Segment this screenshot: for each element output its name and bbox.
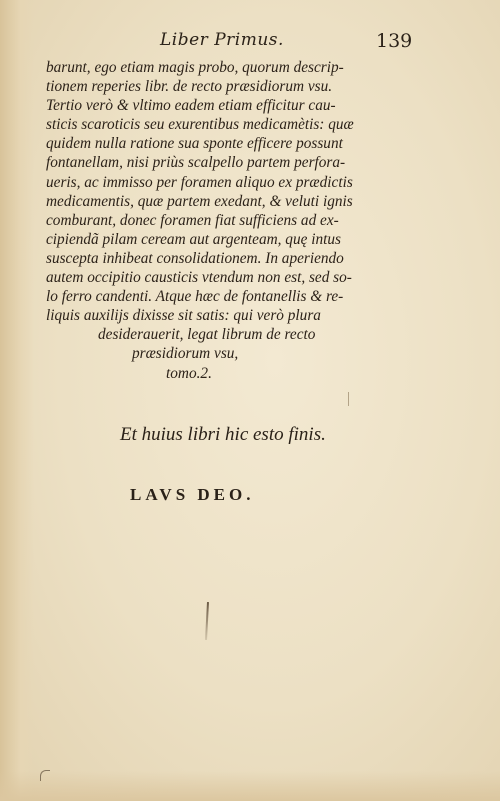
text-line: lo ferro candenti. Atque hæc de fontanellis & re- xyxy=(46,288,344,306)
text-line: sticis scaroticis seu exurentibus medicamètis: quæ xyxy=(46,116,354,134)
colophon: Et huius libri hic esto finis. xyxy=(120,424,326,445)
ink-mark xyxy=(348,392,349,406)
laus-deo: LAVS DEO. xyxy=(130,485,255,504)
page-number: 139 xyxy=(376,30,413,52)
running-head: Liber Primus. xyxy=(160,30,284,50)
page-gutter-shadow xyxy=(0,0,34,801)
text-line: comburant, donec foramen fiat sufficiens ad ex- xyxy=(46,211,339,229)
text-line: Tertio verò & vltimo eadem etiam efficitur cau- xyxy=(46,97,336,115)
text-line: barunt, ego etiam magis probo, quorum descrip- xyxy=(46,59,344,76)
ink-mark xyxy=(205,602,209,640)
text-line: desiderauerit, legat librum de recto xyxy=(98,326,316,344)
text-line: medicamentis, quæ partem exedant, & veluti ignis xyxy=(46,192,353,210)
text-line: suscepta inhibeat consolidationem. In aperiendo xyxy=(46,249,344,267)
body-text xyxy=(46,58,432,383)
page-bottom-shadow xyxy=(0,771,500,801)
text-line: liquis auxilijs dixisse sit satis: qui verò plura xyxy=(46,307,321,325)
text-line: tomo.2. xyxy=(166,364,212,382)
text-line: præsidiorum vsu, xyxy=(132,345,239,363)
text-line: cipiendã pilam ceream aut argenteam, quę intus xyxy=(46,230,341,248)
text-line: autem occipitio causticis vtendum non est, sed so- xyxy=(46,269,352,287)
text-line: ueris, ac immisso per foramen aliquo ex prædictis xyxy=(46,173,353,191)
text-line: fontanellam, nisi priùs scalpello partem perfora- xyxy=(46,154,346,172)
ink-mark xyxy=(40,770,50,781)
text-line: tionem reperies libr. de recto præsidiorum vsu. xyxy=(46,78,333,96)
text-line: quidem nulla ratione sua sponte efficere possunt xyxy=(46,135,343,153)
